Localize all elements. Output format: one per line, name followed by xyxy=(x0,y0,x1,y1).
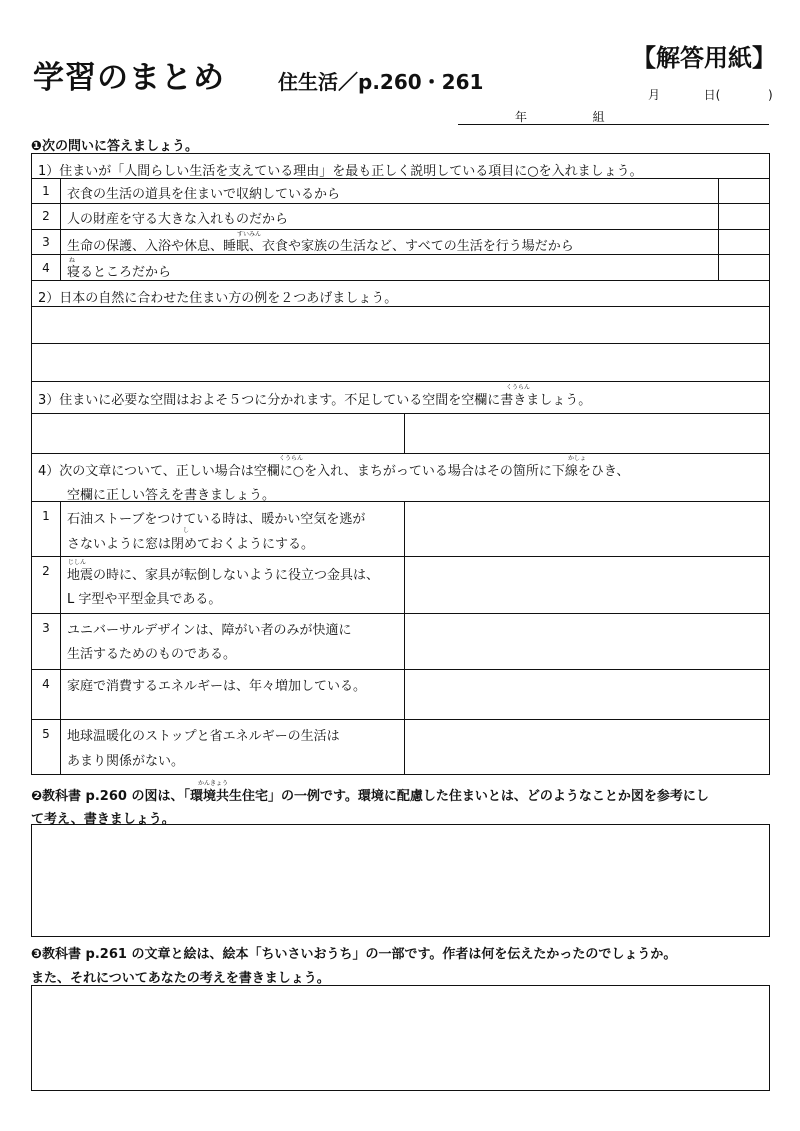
q3-answer-1[interactable] xyxy=(31,413,404,453)
q2-answer-1[interactable] xyxy=(31,306,770,343)
option-number: 1 xyxy=(42,184,50,198)
divider xyxy=(60,501,61,775)
divider xyxy=(31,229,770,230)
ruby-annotation: すいみん xyxy=(237,231,262,238)
name-underline xyxy=(458,124,769,125)
answer-cell-3[interactable] xyxy=(718,229,770,255)
option-number: 4 xyxy=(42,261,50,275)
item-line2: L 字型や平型金具である。 xyxy=(67,592,222,607)
q4-answer-2[interactable] xyxy=(404,556,770,613)
ruby-annotation: ね xyxy=(69,257,76,264)
ruby-annotation: かんきょう xyxy=(198,780,229,787)
answer-cell-1[interactable] xyxy=(718,178,770,204)
page-subtitle: 住生活／p.260・261 xyxy=(278,70,484,94)
q4-prompt-line2: 空欄に正しい答えを書きましょう。 xyxy=(67,488,276,503)
option-text: 寝るところだから xyxy=(67,265,172,280)
q1-prompt: 1）住まいが「人間らしい生活を支えている理由」を最も正しく説明している項目に○を入れましょう。 xyxy=(38,164,643,179)
ruby-annotation: くうらん xyxy=(279,455,304,462)
item-number: 5 xyxy=(42,727,50,741)
divider xyxy=(31,280,770,281)
section3-answer-box[interactable] xyxy=(31,985,770,1091)
ruby-annotation: かしょ xyxy=(568,455,587,462)
answer-cell-4[interactable] xyxy=(718,254,770,280)
answer-sheet-label: 【解答用紙】 xyxy=(632,44,776,72)
item-line1: 地震の時に、家具が転倒しないように役立つ金具は、 xyxy=(67,568,380,583)
section2-line1: ❷教科書 p.260 の図は、「環境共生住宅」の一例です。環境に配慮した住まいとは、どのようなことか図を参考にし xyxy=(31,789,709,804)
divider xyxy=(31,203,770,204)
divider xyxy=(31,178,770,179)
q2-answer-2[interactable] xyxy=(31,343,770,381)
section2-answer-box[interactable] xyxy=(31,824,770,937)
ruby-annotation: じしん xyxy=(68,559,87,566)
item-line2: あまり関係がない。 xyxy=(67,754,185,769)
q2-prompt: 2）日本の自然に合わせた住まい方の例を２つあげましょう。 xyxy=(38,291,398,306)
item-line1: 地球温暖化のストップと省エネルギーの生活は xyxy=(67,729,340,744)
month-label: 月 xyxy=(648,88,661,102)
q4-answer-1[interactable] xyxy=(404,501,770,556)
year-label: 年 xyxy=(515,110,528,124)
divider xyxy=(31,453,770,454)
ruby-annotation: くうらん xyxy=(506,384,531,391)
q4-answer-5[interactable] xyxy=(404,719,770,775)
section1-heading: ❶次の問いに答えましょう。 xyxy=(31,139,199,154)
item-number: 3 xyxy=(42,621,50,635)
section2-line2: て考え、書きましょう。 xyxy=(31,812,175,827)
day-close: ) xyxy=(768,88,773,102)
item-line1: 家庭で消費するエネルギーは、年々増加している。 xyxy=(67,679,367,694)
option-text: 生命の保護、入浴や休息、睡眠、衣食や家族の生活など、すべての生活を行う場だから xyxy=(67,239,574,254)
q3-answer-2[interactable] xyxy=(404,413,770,453)
option-number: 3 xyxy=(42,235,50,249)
ruby-annotation: し xyxy=(183,527,190,534)
page-title: 学習のまとめ xyxy=(33,60,225,96)
divider xyxy=(31,381,770,382)
option-number: 2 xyxy=(42,209,50,223)
section3-line2: また、それについてあなたの考えを書きましょう。 xyxy=(31,971,330,986)
item-line2: 生活するためのものである。 xyxy=(67,647,237,662)
item-line2: さないように窓は閉めておくようにする。 xyxy=(67,537,315,552)
day-label: 日( xyxy=(703,88,721,102)
item-line1: ユニバーサルデザインは、障がい者のみが快適に xyxy=(67,623,352,638)
q3-prompt: 3）住まいに必要な空間はおよそ５つに分かれます。不足している空間を空欄に書きましょう。 xyxy=(38,393,592,408)
q4-answer-3[interactable] xyxy=(404,613,770,669)
option-text: 衣食の生活の道具を住まいで収納しているから xyxy=(67,187,341,202)
item-number: 4 xyxy=(42,677,50,691)
class-label: 組 xyxy=(592,110,605,124)
option-text: 人の財産を守る大きな入れものだから xyxy=(67,212,289,227)
q4-prompt-line1: 4）次の文章について、正しい場合は空欄に○を入れ、まちがっている場合はその箇所に下線をひき、 xyxy=(38,464,630,479)
section3-line1: ❸教科書 p.261 の文章と絵は、絵本「ちいさいおうち」の一部です。作者は何を伝えたかったのでしょうか。 xyxy=(31,947,677,962)
q4-answer-4[interactable] xyxy=(404,669,770,719)
item-number: 1 xyxy=(42,509,50,523)
date-row xyxy=(648,86,773,103)
item-number: 2 xyxy=(42,564,50,578)
answer-cell-2[interactable] xyxy=(718,203,770,229)
divider xyxy=(31,254,770,255)
class-row xyxy=(515,108,605,125)
item-line1: 石油ストーブをつけている時は、暖かい空気を逃が xyxy=(67,512,366,527)
